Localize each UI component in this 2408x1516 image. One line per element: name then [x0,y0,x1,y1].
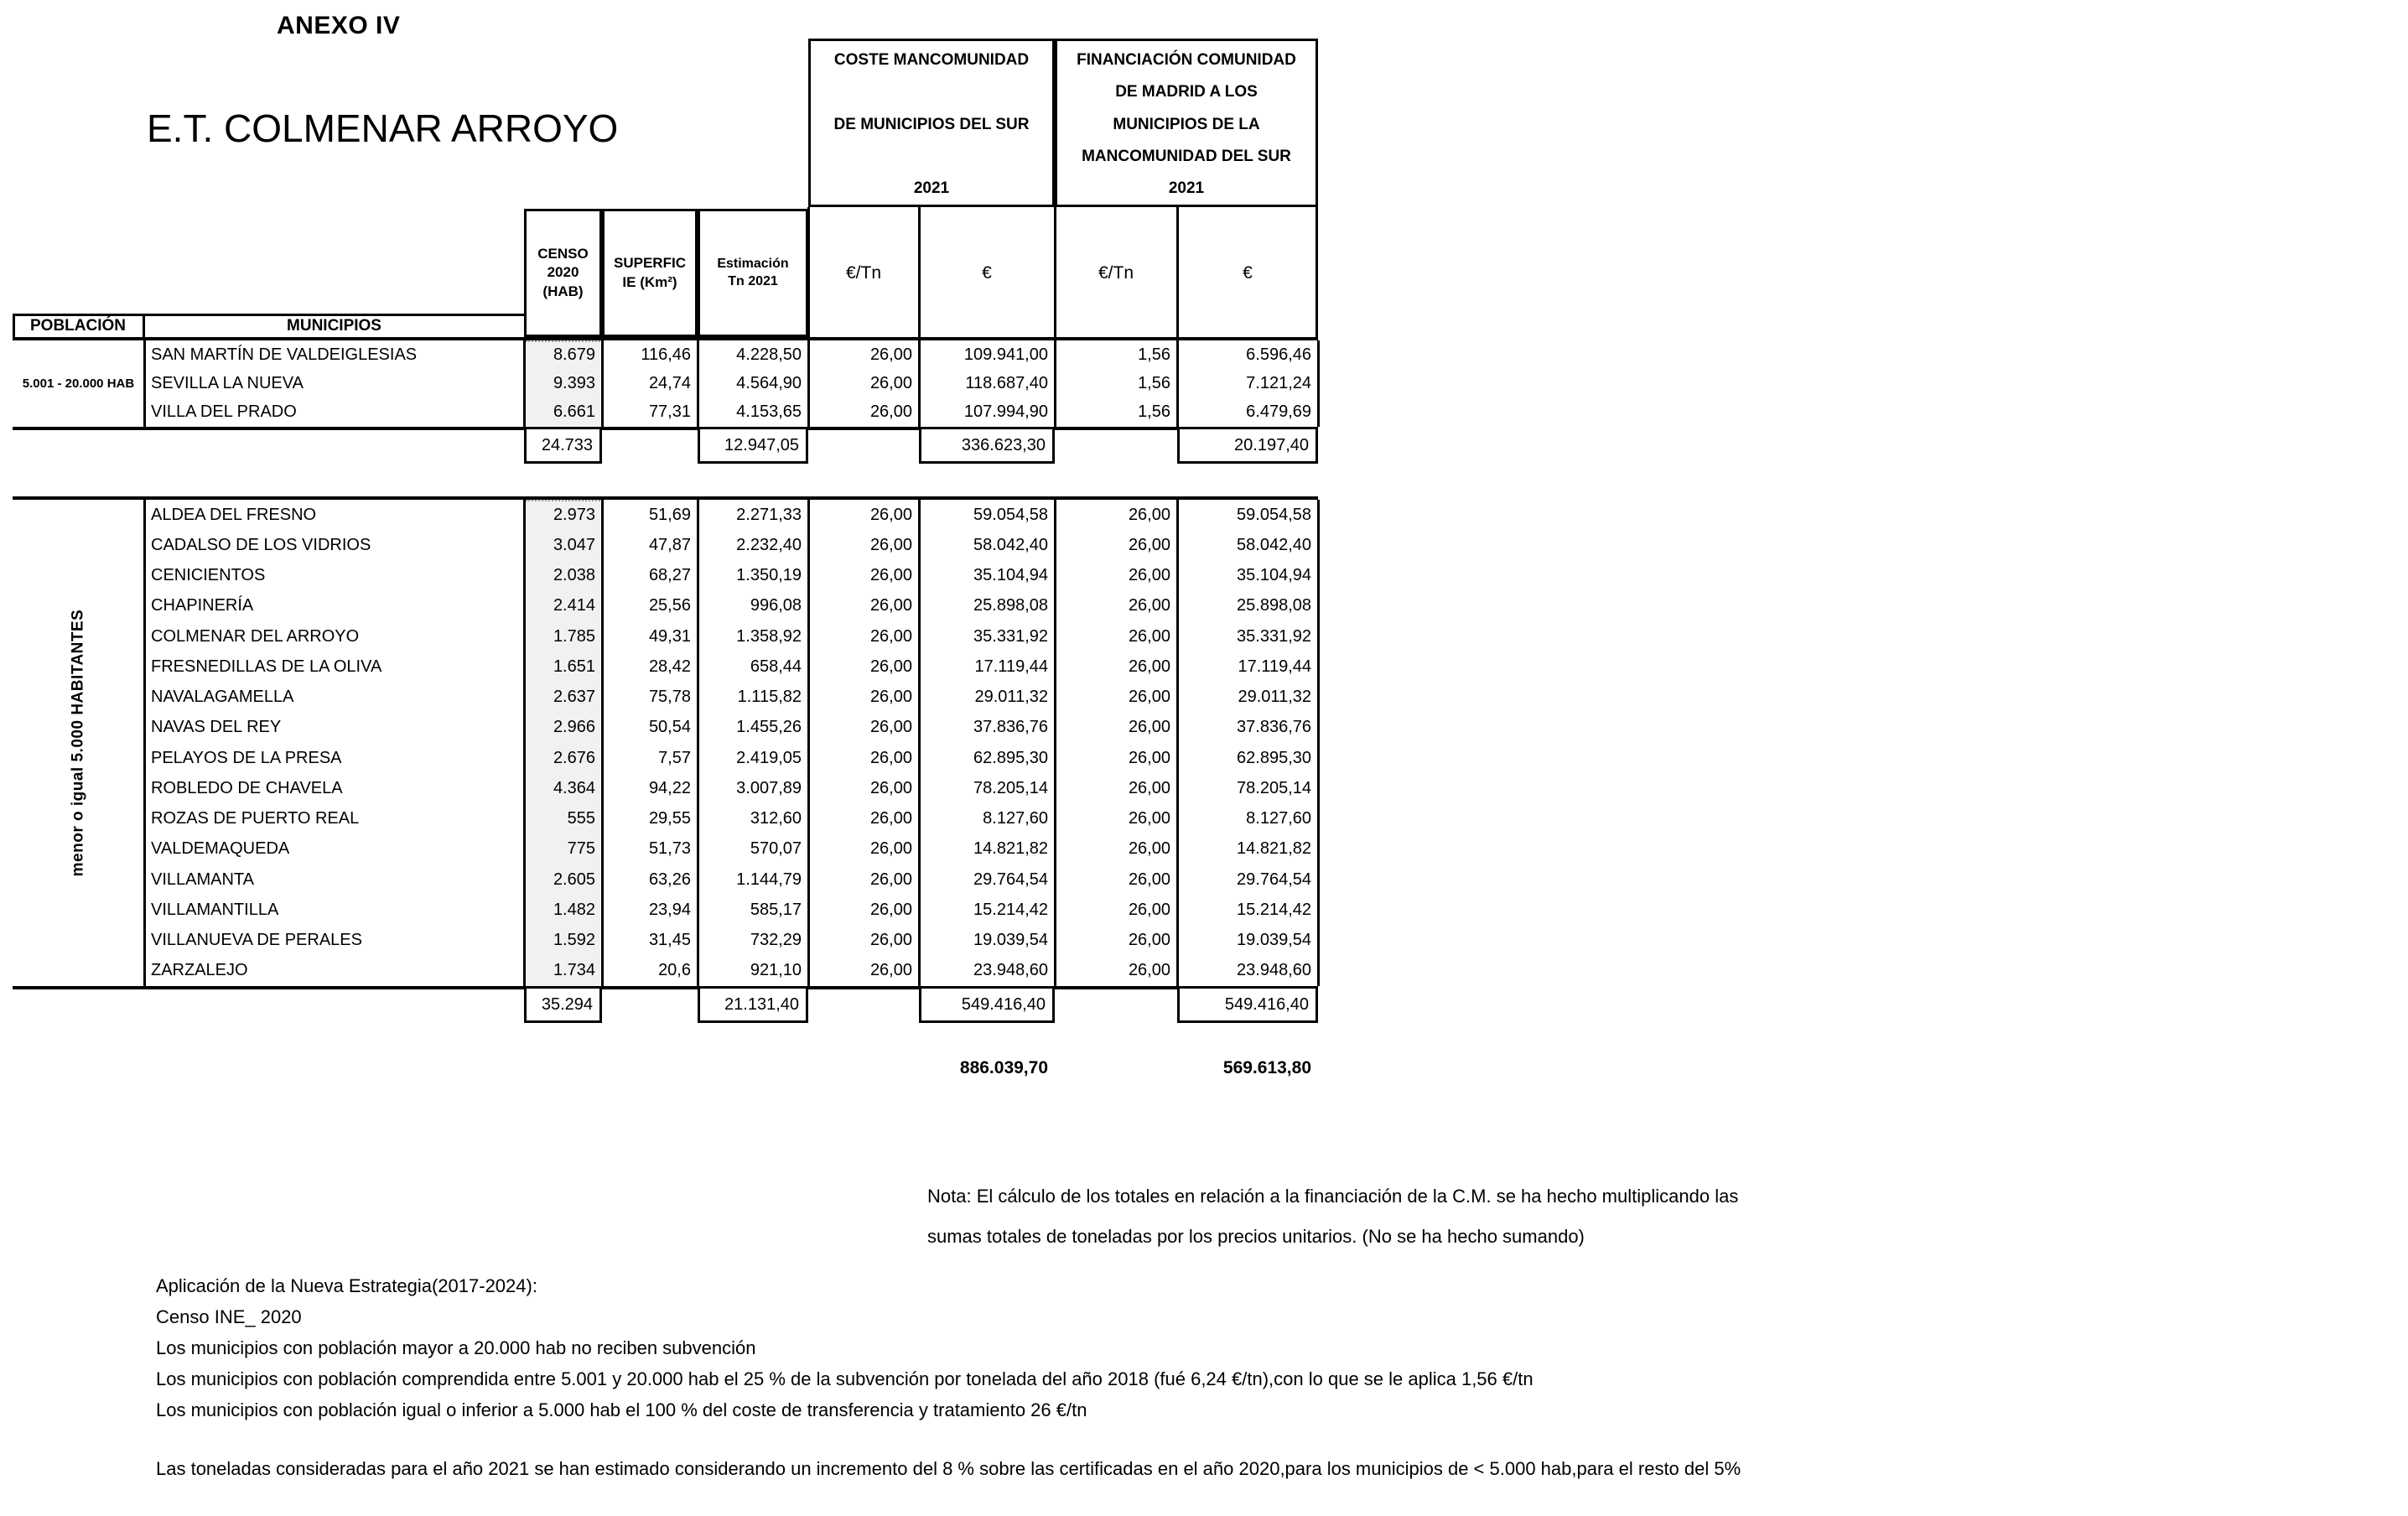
superficie-cell: 68,27 [648,566,691,585]
population-group-2-label [13,500,144,986]
municipio-cell: ALDEA DEL FRESNO [151,505,317,524]
superficie-cell: 24,74 [648,373,691,392]
municipio-cell: VILLANUEVA DE PERALES [151,931,362,950]
coste-eur-total: 336.623,30 [919,427,1055,464]
coste-eur-cell: 107.994,90 [963,402,1048,422]
coste-eur-tn-cell: 26,00 [869,718,912,737]
estimacion-header-line: Tn 2021 [728,273,778,288]
superficie-cell: 94,22 [648,778,691,797]
note-line: Los municipios con población comprendida entre 5.001 y 20.000 hab el 25 % de la subvención por tonelada del año 2018 (fué 6,24 €/tn),con lo que se le aplica 1,56 €/tn [156,1368,1534,1389]
coste-eur-cell: 19.039,54 [973,931,1048,950]
fin-eur-cell: 6.479,69 [1246,402,1311,422]
fin-eur-cell: 17.119,44 [1238,657,1311,676]
fin-eur-tn-cell: 26,00 [1128,961,1170,980]
censo-cell: 6.661 [553,402,595,422]
estimacion-cell: 921,10 [750,961,802,980]
municipio-cell: NAVALAGAMELLA [151,688,294,707]
estimacion-cell: 2.419,05 [736,748,802,767]
note-line: Aplicación de la Nueva Estrategia(2017-2024): [156,1275,537,1296]
censo-cell: 2.966 [553,718,595,737]
toneladas-note: Las toneladas consideradas para el año 2021 se han estimado considerando un incremento del 8 % sobre las certificadas en el año 2020,para los municipios de < 5.000 hab,para el resto del 5% [156,1458,1741,1479]
fin-eur-tn-cell: 26,00 [1128,505,1170,524]
table-border-line [13,427,1318,430]
estimacion-cell: 996,08 [750,596,802,615]
fin-eur-cell: 7.121,24 [1246,373,1311,392]
fin-eur-cell: 59.054,58 [1237,505,1311,524]
financiacion-header-line: DE MADRID A LOS [1115,83,1258,101]
fin-eur-tn-cell: 26,00 [1128,839,1170,859]
fin-eur-tn-cell: 1,56 [1138,402,1170,422]
coste-eur-cell: 15.214,42 [973,900,1048,919]
table-grid-line [1054,207,1056,337]
municipio-cell: ROBLEDO DE CHAVELA [151,778,343,797]
population-group-2-label-text: menor o igual 5.000 HABITANTES [69,609,87,877]
superficie-cell: 23,94 [648,900,691,919]
fin-eur-tn-cell: 26,00 [1128,931,1170,950]
estimacion-cell: 2.271,33 [736,505,802,524]
nota-line: sumas totales de toneladas por los precios unitarios. (No se ha hecho sumando) [927,1226,1585,1247]
censo-cell: 8.679 [553,345,595,364]
coste-eur-tn-cell: 26,00 [869,566,912,585]
censo-cell: 3.047 [553,535,595,554]
financiacion-header-box [1055,39,1318,207]
coste-eur-cell: 62.895,30 [973,748,1048,767]
coste-eur-tn-cell: 26,00 [869,688,912,707]
superficie-header-cell [602,209,698,337]
estimacion-cell: 658,44 [750,657,802,676]
fin-eur-cell: 29.764,54 [1237,870,1311,889]
superficie-cell: 116,46 [641,345,691,364]
table-grid-line [1176,207,1179,337]
fin-eur-cell: 19.039,54 [1237,931,1311,950]
municipio-cell: VALDEMAQUEDA [151,839,290,859]
population-group-1-label: 5.001 - 20.000 HAB [22,376,135,391]
fin-eur-cell: 35.104,94 [1237,566,1311,585]
table-grid-line [918,207,921,337]
fin-eur-tn-cell: 26,00 [1128,596,1170,615]
coste-eur-cell: 109.941,00 [963,345,1048,364]
censo-cell: 775 [567,839,595,859]
superficie-cell: 31,45 [648,931,691,950]
fin-eur-total: 549.416,40 [1177,986,1318,1023]
fin-eur-cell: 78.205,14 [1237,778,1311,797]
fin-eur-cell: 62.895,30 [1237,748,1311,767]
financiacion-header-year: 2021 [1168,179,1205,198]
superficie-cell: 50,54 [648,718,691,737]
superficie-cell: 75,78 [648,688,691,707]
coste-eur-cell: 8.127,60 [983,809,1048,828]
estimacion-total: 21.131,40 [698,986,808,1023]
superficie-cell: 29,55 [648,809,691,828]
poblacion-header: POBLACIÓN [30,317,126,335]
coste-eur-tn-cell: 26,00 [869,748,912,767]
municipio-cell: COLMENAR DEL ARROYO [151,626,360,646]
municipio-cell: VILLA DEL PRADO [151,402,297,422]
fin-eur-tn-cell: 26,00 [1128,809,1170,828]
fin-eur-tn-cell: 26,00 [1128,778,1170,797]
censo-header-cell [524,209,602,337]
estimacion-header-line: Estimación [717,256,789,271]
nota-line: Nota: El cálculo de los totales en relación a la financiación de la C.M. se ha hecho multiplicando las [927,1186,1739,1207]
coste-eur-header: € [982,262,992,283]
note-line: Los municipios con población igual o inferior a 5.000 hab el 100 % del coste de transferencia y tratamiento 26 €/tn [156,1399,1087,1420]
coste-eur-tn-cell: 26,00 [869,373,912,392]
municipios-header: MUNICIPIOS [287,317,381,335]
fin-eur-cell: 6.596,46 [1246,345,1311,364]
municipio-cell: FRESNEDILLAS DE LA OLIVA [151,657,382,676]
estimacion-cell: 1.350,19 [736,566,802,585]
coste-eur-cell: 58.042,40 [973,535,1048,554]
coste-eur-tn-cell: 26,00 [869,505,912,524]
coste-eur-tn-cell: 26,00 [869,345,912,364]
coste-header-box [808,39,1055,207]
estimacion-cell: 4.228,50 [736,345,802,364]
municipio-cell: CENICIENTOS [151,566,266,585]
coste-eur-cell: 23.948,60 [973,961,1048,980]
coste-eur-cell: 59.054,58 [973,505,1048,524]
censo-cell: 2.676 [553,748,595,767]
fin-eur-cell: 23.948,60 [1237,961,1311,980]
estimacion-cell: 732,29 [750,931,802,950]
superficie-cell: 49,31 [648,626,691,646]
superficie-cell: 28,42 [648,657,691,676]
censo-total: 35.294 [524,986,602,1023]
municipio-cell: ROZAS DE PUERTO REAL [151,809,360,828]
censo-cell: 1.592 [553,931,595,950]
coste-eur-cell: 118.687,40 [965,373,1048,392]
superficie-cell: 20,6 [658,961,691,980]
coste-eur-cell: 35.331,92 [973,626,1048,646]
fin-eur-cell: 35.331,92 [1237,626,1311,646]
municipio-cell: VILLAMANTA [151,870,254,889]
fin-eur-tn-cell: 26,00 [1128,688,1170,707]
municipio-cell: SAN MARTÍN DE VALDEIGLESIAS [151,345,418,364]
financiacion-eur-header: € [1243,262,1253,283]
coste-eur-cell: 25.898,08 [973,596,1048,615]
censo-header-line: 2020 [547,264,579,281]
coste-eur-cell: 29.764,54 [973,870,1048,889]
fin-eur-cell: 58.042,40 [1237,535,1311,554]
estimacion-cell: 312,60 [750,809,802,828]
coste-eur-tn-cell: 26,00 [869,778,912,797]
coste-eur-cell: 29.011,32 [974,688,1048,707]
grand-total-financiacion: 569.613,80 [1222,1058,1311,1077]
estimacion-cell: 1.455,26 [736,718,802,737]
fin-eur-cell: 15.214,42 [1237,900,1311,919]
coste-eur-tn-cell: 26,00 [869,626,912,646]
financiacion-header-line: MANCOMUNIDAD DEL SUR [1082,147,1291,165]
superficie-cell: 51,69 [648,505,691,524]
fin-eur-tn-cell: 26,00 [1128,535,1170,554]
superficie-cell: 77,31 [648,402,691,422]
coste-eur-tn-cell: 26,00 [869,402,912,422]
estimacion-cell: 2.232,40 [736,535,802,554]
estimacion-cell: 3.007,89 [736,778,802,797]
et-title: E.T. COLMENAR ARROYO [147,106,619,150]
municipio-cell: ZARZALEJO [151,961,248,980]
superficie-cell: 7,57 [658,748,691,767]
coste-eur-cell: 37.836,76 [973,718,1048,737]
coste-eur-total: 549.416,40 [919,986,1055,1023]
censo-total: 24.733 [524,427,602,464]
censo-header-line: CENSO [537,246,589,262]
censo-cell: 1.734 [553,961,595,980]
censo-cell: 1.482 [553,900,595,919]
fin-eur-tn-cell: 26,00 [1128,657,1170,676]
municipio-cell: PELAYOS DE LA PRESA [151,748,342,767]
coste-eur-tn-header: €/Tn [845,262,882,283]
aplicacion-notes [156,1270,1534,1425]
fin-eur-cell: 37.836,76 [1237,718,1311,737]
coste-eur-cell: 17.119,44 [974,657,1048,676]
fin-eur-tn-cell: 26,00 [1128,900,1170,919]
fin-eur-tn-cell: 26,00 [1128,718,1170,737]
fin-eur-cell: 29.011,32 [1238,688,1311,707]
superficie-cell: 63,26 [648,870,691,889]
censo-header-line: (HAB) [542,283,584,299]
superficie-cell: 47,87 [648,535,691,554]
coste-eur-cell: 78.205,14 [973,778,1048,797]
censo-cell: 4.364 [553,778,595,797]
censo-cell: 2.414 [553,596,595,615]
financiacion-header-line: FINANCIACIÓN COMUNIDAD [1077,51,1296,69]
fin-eur-tn-cell: 26,00 [1128,566,1170,585]
table-border-line [13,986,1318,989]
estimacion-header-cell [698,209,808,337]
coste-header-year: 2021 [913,179,950,198]
fin-eur-tn-cell: 1,56 [1138,373,1170,392]
censo-cell: 2.637 [553,688,595,707]
censo-cell: 9.393 [553,373,595,392]
censo-cell: 1.785 [553,626,595,646]
note-line: Censo INE_ 2020 [156,1306,302,1327]
table-grid-line [807,207,810,337]
estimacion-cell: 585,17 [750,900,802,919]
fin-eur-tn-cell: 26,00 [1128,870,1170,889]
estimacion-cell: 570,07 [750,839,802,859]
coste-eur-cell: 14.821,82 [973,839,1048,859]
coste-eur-tn-cell: 26,00 [869,809,912,828]
financiacion-eur-tn-header: €/Tn [1098,262,1134,283]
censo-cell: 2.038 [553,566,595,585]
estimacion-cell: 1.144,79 [736,870,802,889]
superficie-header-line: IE (Km²) [622,273,677,290]
censo-cell: 2.973 [553,505,595,524]
coste-eur-tn-cell: 26,00 [869,961,912,980]
censo-cell: 1.651 [553,657,595,676]
estimacion-cell: 1.358,92 [736,626,802,646]
coste-eur-tn-cell: 26,00 [869,839,912,859]
coste-eur-tn-cell: 26,00 [869,657,912,676]
fin-eur-total: 20.197,40 [1177,427,1318,464]
coste-eur-tn-cell: 26,00 [869,870,912,889]
censo-cell: 2.605 [553,870,595,889]
estimacion-cell: 4.153,65 [736,402,802,422]
coste-eur-cell: 35.104,94 [973,566,1048,585]
fin-eur-tn-cell: 26,00 [1128,626,1170,646]
fin-eur-tn-cell: 26,00 [1128,748,1170,767]
coste-eur-tn-cell: 26,00 [869,535,912,554]
municipio-cell: VILLAMANTILLA [151,900,279,919]
fin-eur-tn-cell: 1,56 [1138,345,1170,364]
superficie-header-line: SUPERFIC [614,255,686,272]
superficie-cell: 25,56 [648,596,691,615]
fin-eur-cell: 25.898,08 [1237,596,1311,615]
municipio-cell: SEVILLA LA NUEVA [151,373,304,392]
municipio-cell: CHAPINERÍA [151,596,254,615]
coste-eur-tn-cell: 26,00 [869,931,912,950]
estimacion-cell: 1.115,82 [737,688,802,707]
municipio-cell: CADALSO DE LOS VIDRIOS [151,535,371,554]
anexo-title: ANEXO IV [277,12,401,39]
fin-eur-cell: 14.821,82 [1237,839,1311,859]
coste-header-line: DE MUNICIPIOS DEL SUR [833,115,1030,133]
fin-eur-cell: 8.127,60 [1246,809,1311,828]
coste-eur-tn-cell: 26,00 [869,900,912,919]
financiacion-header-line: MUNICIPIOS DE LA [1113,115,1260,133]
superficie-cell: 51,73 [648,839,691,859]
table-grid-line [1316,207,1318,337]
estimacion-cell: 4.564,90 [736,373,802,392]
note-line: Los municipios con población mayor a 20.000 hab no reciben subvención [156,1337,756,1358]
censo-cell: 555 [567,809,595,828]
grand-total-coste: 886.039,70 [959,1058,1048,1077]
municipio-cell: NAVAS DEL REY [151,718,282,737]
coste-header-line: COSTE MANCOMUNIDAD [833,51,1030,69]
estimacion-total: 12.947,05 [698,427,808,464]
coste-eur-tn-cell: 26,00 [869,596,912,615]
